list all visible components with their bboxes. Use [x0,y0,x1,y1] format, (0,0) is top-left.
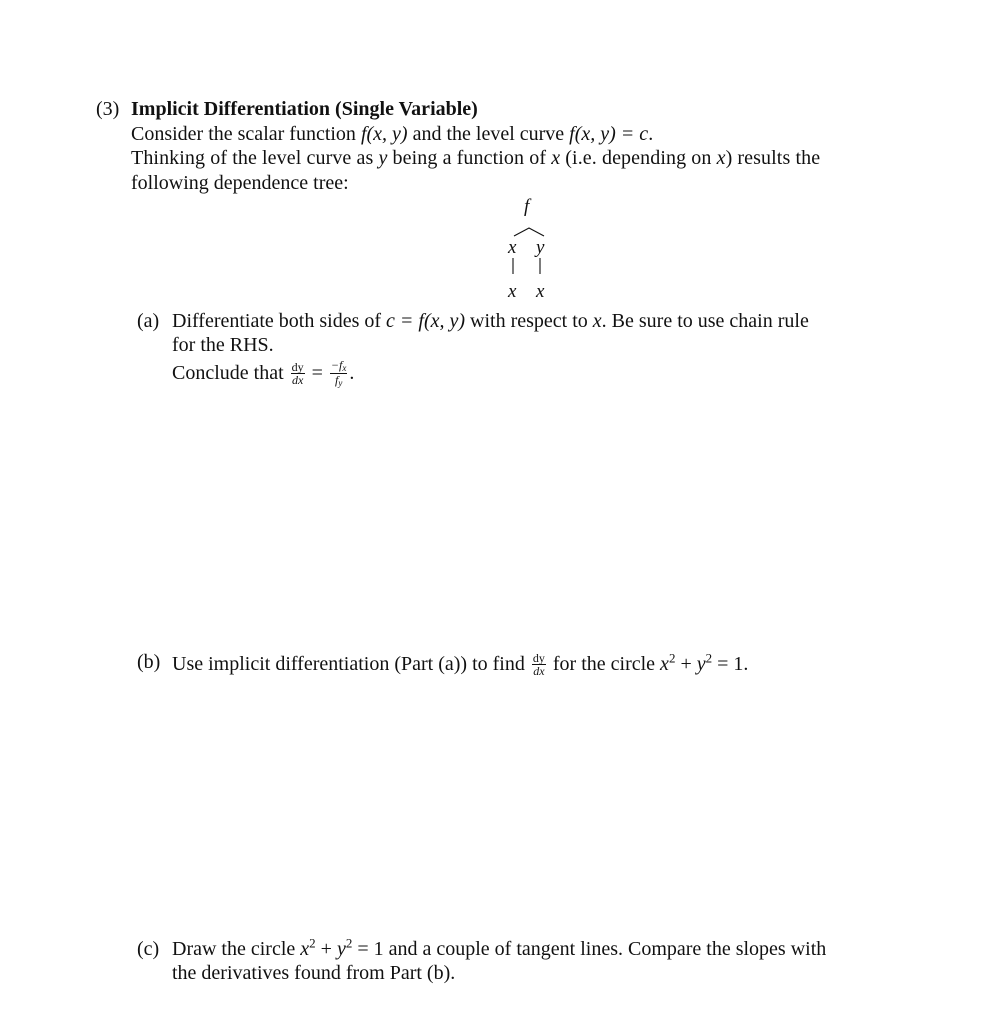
problem-title: Implicit Differentiation (Single Variable) [131,98,478,120]
neg-fx-over-fy-fraction: $\frac{-f_x}{f_y}$ [330,358,347,388]
tree-leaf-x-right: x [536,281,545,302]
part-b-label: (b) [137,651,161,673]
problem-line-2: Thinking of the level curve as y being a function of x (i.e. depending on x) results the [131,147,821,169]
tree-branch-lines [490,195,570,305]
problem-line-3: following dependence tree: [131,172,349,194]
part-a-line-3: Conclude that $\frac{dy}{dx}$ = $\frac{-f_x}{f_y}$ . [172,358,355,388]
part-c-line-1: Draw the circle $x^2 + y^2 = 1$ and a couple of tangent lines. Compare the slopes with [172,935,827,960]
tree-leaf-x-left: x [508,281,517,302]
problem-number: (3) [96,98,120,120]
tree-root-f: f [524,196,530,217]
part-a-line-2: for the RHS. [172,334,274,356]
dy-dx-fraction-b: $\frac{dy}{dx}$ [532,651,545,678]
part-b-line: Use implicit differentiation (Part (a)) to find $\frac{dy}{dx}$ for the circle $x^2 + y^2 = 1$. [172,650,749,678]
part-c-line-2: the derivatives found from Part (b). [172,962,456,984]
part-a-label: (a) [137,310,160,332]
part-c-label: (c) [137,938,160,960]
dy-dx-fraction: $\frac{dy}{dx}$ [291,360,304,387]
dependence-tree [490,195,570,305]
problem-line-1: Consider the scalar function f(x, y) and the level curve f(x, y) = c. [131,123,654,145]
tree-node-y: y [536,237,545,258]
part-a-line-1: Differentiate both sides of c = f(x, y) with respect to x. Be sure to use chain rule [172,310,809,332]
tree-node-x: x [508,237,517,258]
